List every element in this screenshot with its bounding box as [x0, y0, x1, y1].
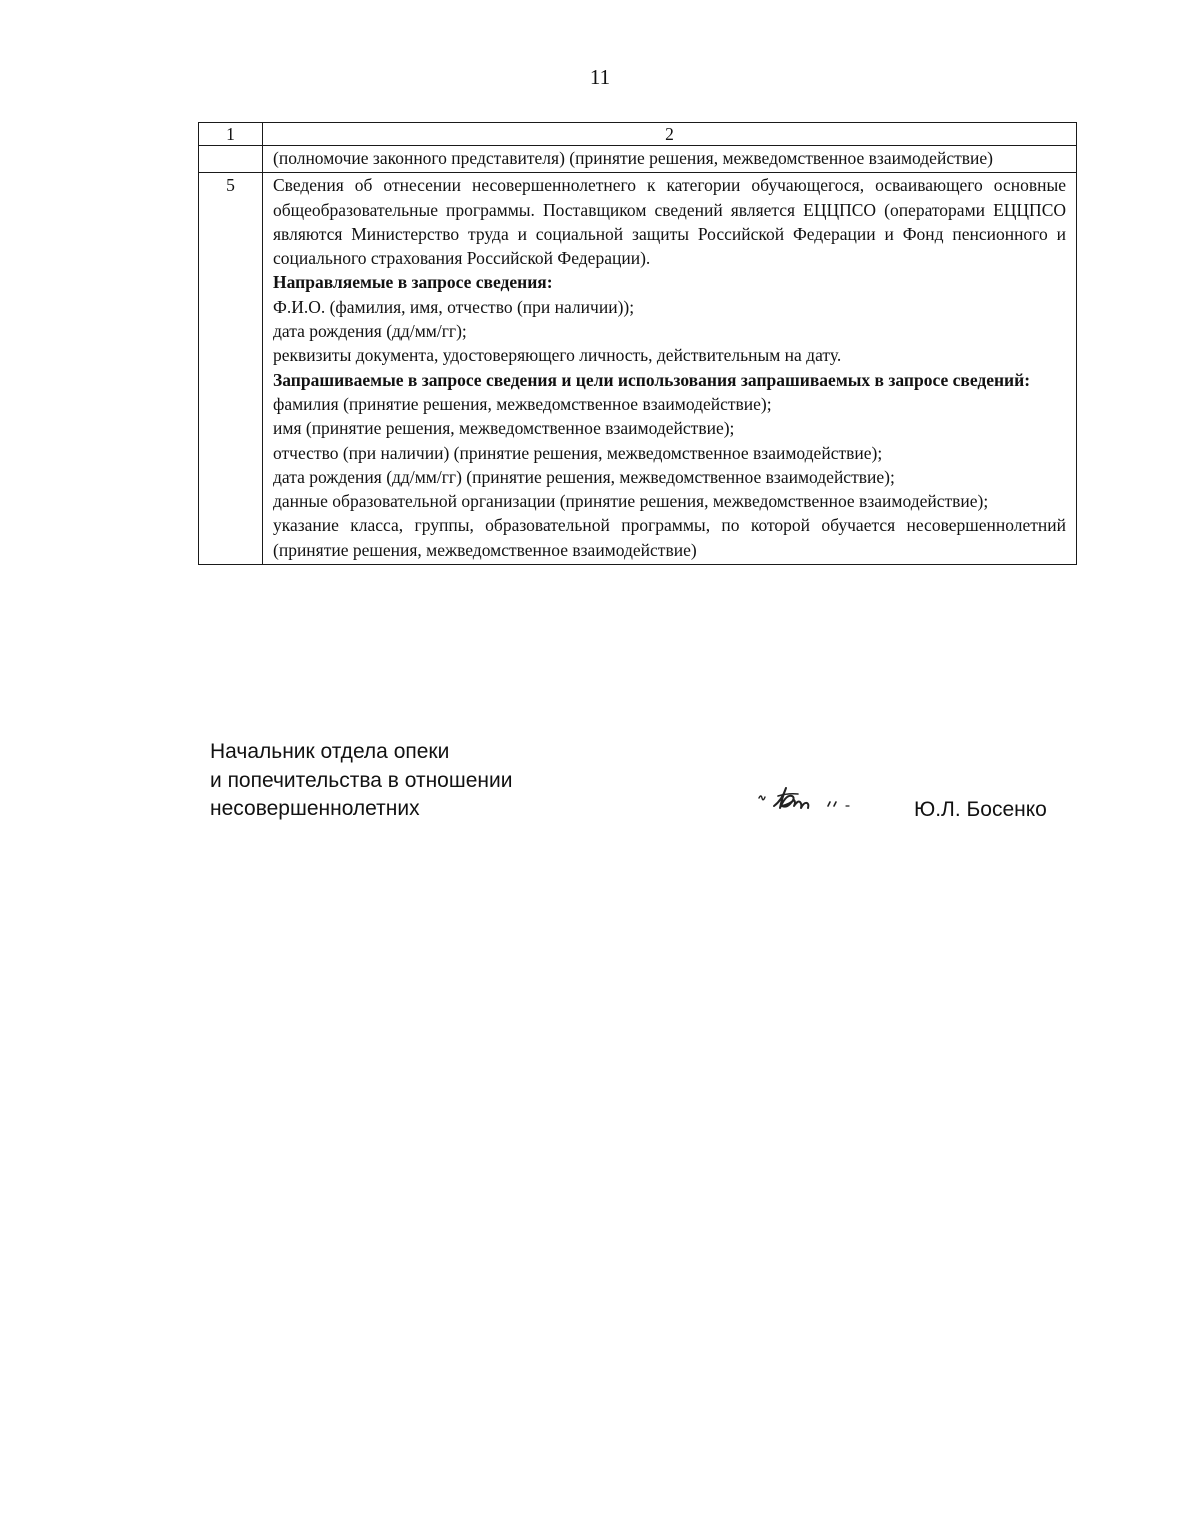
requested-field-item: дата рождения (дд/мм/гг) (принятие решения, межведомственное взаимодействие); [273, 466, 895, 487]
signer-position-line: несовершеннолетних [210, 797, 420, 820]
table-row-5 [199, 173, 1077, 565]
requested-field-item: фамилия (принятие решения, межведомственное взаимодействие); [273, 393, 772, 414]
signer-position [210, 738, 512, 824]
sent-fields-heading: Направляемые в запросе сведения: [273, 272, 553, 293]
page-number: 11 [589, 65, 611, 89]
sent-field-item: дата рождения (дд/мм/гг); [273, 321, 467, 342]
requested-fields-heading: Запрашиваемые в запросе сведения и цели использования запрашиваемых в запросе сведений: [273, 369, 1031, 390]
sent-field-item: реквизиты документа, удостоверяющего личность, действительным на дату. [273, 345, 842, 366]
requested-field-item: имя (принятие решения, межведомственное взаимодействие); [273, 418, 735, 439]
sent-field-item: Ф.И.О. (фамилия, имя, отчество (при наличии)); [273, 296, 635, 317]
signer-position-line: Начальник отдела опеки [210, 740, 450, 763]
header-cell-1: 1 [199, 123, 263, 146]
row-number-cell-empty [199, 146, 263, 173]
continuation-cell [263, 146, 1077, 173]
row-number-cell: 5 [199, 173, 263, 565]
signer-name: Ю.Л. Босенко [914, 798, 1047, 821]
continuation-text: (полномочие законного представителя) (принятие решения, межведомственное взаимодействие) [273, 148, 993, 168]
row-intro-text: Сведения об отнесении несовершеннолетнего к категории обучающегося, осваивающего основные общеобразовательные программы. Поставщиком сведений является ЕЦЦПСО (операторами ЕЦЦПСО являются Министерство труда и социальной защиты Российской Федерации и Фонд пенсионного и социального страхования Российской Федерации). [273, 175, 1066, 269]
table-header-row [199, 123, 1077, 146]
requested-field-item: указание класса, группы, образовательной программы, по которой обучается несовершеннолетний (принятие решения, межведомственное взаимодействие) [273, 515, 1066, 560]
row-content-cell [263, 173, 1077, 565]
header-cell-2: 2 [263, 123, 1077, 146]
requested-field-item: отчество (при наличии) (принятие решения, межведомственное взаимодействие); [273, 442, 883, 463]
signer-position-line: и попечительства в отношении [210, 768, 513, 792]
handwritten-signature [754, 782, 854, 822]
table-row-continuation [199, 146, 1077, 173]
requested-field-item: данные образовательной организации (принятие решения, межведомственное взаимодействие); [273, 491, 989, 512]
data-table [198, 122, 1077, 565]
